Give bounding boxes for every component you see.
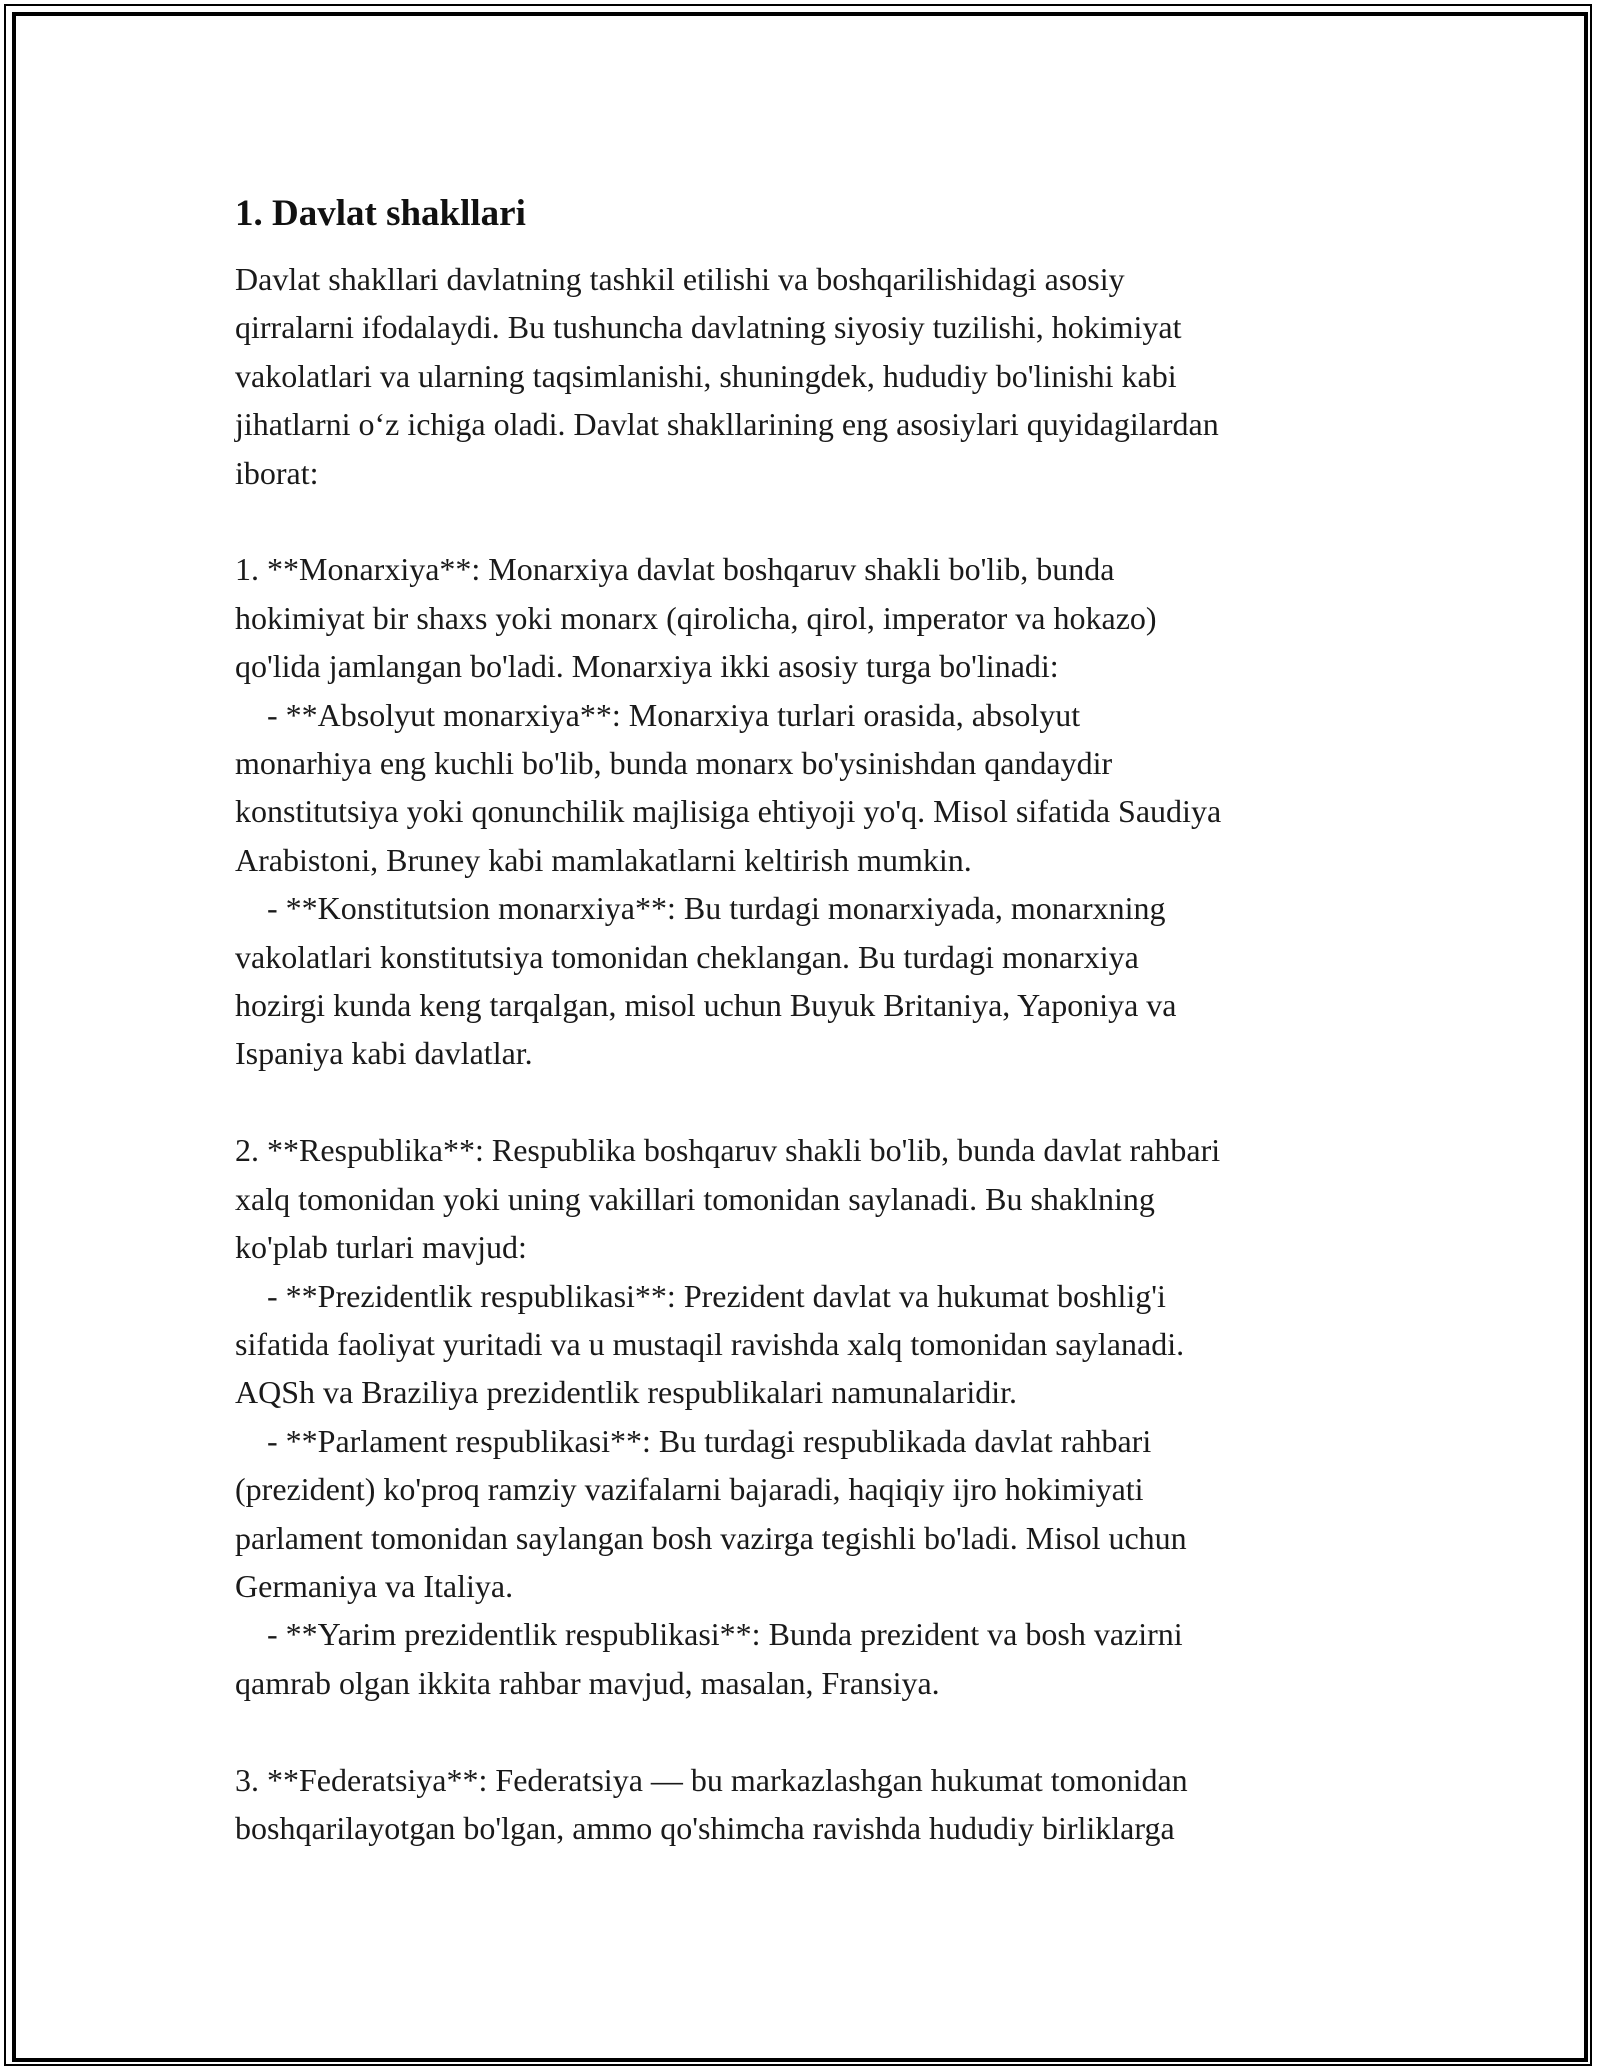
text-line: - **Prezidentlik respublikasi**: Prezident davlat va hukumat boshlig'i (235, 1277, 1166, 1314)
text-line: ko'plab turlari mavjud: (235, 1229, 527, 1266)
section-heading: 1. Davlat shakllari (235, 193, 526, 234)
text-line: konstitutsiya yoki qonunchilik majlisiga ehtiyoji yo'q. Misol sifatida Saudiya (235, 793, 1222, 830)
text-line: sifatida faoliyat yuritadi va u mustaqil ravishda xalq tomonidan saylanadi. (235, 1325, 1185, 1362)
blank-line (235, 1707, 1375, 1755)
text-line: Ispaniya kabi davlatlar. (235, 1035, 533, 1072)
text-line: qo'lida jamlangan bo'ladi. Monarxiya ikki asosiy turga bo'linadi: (235, 648, 1059, 685)
document-body (235, 186, 1375, 1852)
text-line: Arabistoni, Bruney kabi mamlakatlarni keltirish mumkin. (235, 841, 972, 878)
blank-line (235, 1078, 1375, 1126)
text-line: jihatlarni o‘z ichiga oladi. Davlat shakllarining eng asosiylari quyidagilardan (235, 406, 1219, 443)
text-line: vakolatlari va ularning taqsimlanishi, shuningdek, hududiy bo'linishi kabi (235, 357, 1177, 394)
text-line: qirralarni ifodalaydi. Bu tushuncha davlatning siyosiy tuzilishi, hokimiyat (235, 309, 1182, 346)
blank-line (235, 497, 1375, 545)
text-line: - **Parlament respublikasi**: Bu turdagi respublikada davlat rahbari (235, 1422, 1152, 1459)
text-line: AQSh va Braziliya prezidentlik respublikalari namunalaridir. (235, 1374, 1017, 1411)
text-line: vakolatlari konstitutsiya tomonidan cheklangan. Bu turdagi monarxiya (235, 938, 1139, 975)
text-line: hokimiyat bir shaxs yoki monarx (qirolicha, qirol, imperator va hokazo) (235, 599, 1157, 636)
text-line: hozirgi kunda keng tarqalgan, misol uchun Buyuk Britaniya, Yaponiya va (235, 987, 1177, 1024)
text-line: - **Yarim prezidentlik respublikasi**: Bunda prezident va bosh vazirni (235, 1616, 1183, 1653)
body-text (235, 255, 1375, 1852)
text-line: Davlat shakllari davlatning tashkil etilishi va boshqarilishidagi asosiy (235, 261, 1125, 297)
text-line: (prezident) ko'proq ramziy vazifalarni bajaradi, haqiqiy ijro hokimiyati (235, 1471, 1144, 1508)
text-line: Germaniya va Italiya. (235, 1567, 514, 1604)
text-line: 1. **Monarxiya**: Monarxiya davlat boshqaruv shakli bo'lib, bunda (235, 551, 1115, 588)
text-line: parlament tomonidan saylangan bosh vazirga tegishli bo'ladi. Misol uchun (235, 1519, 1187, 1556)
text-line: - **Konstitutsion monarxiya**: Bu turdagi monarxiyada, monarxning (235, 890, 1166, 927)
text-line: xalq tomonidan yoki uning vakillari tomonidan saylanadi. Bu shaklning (235, 1180, 1155, 1217)
text-line: - **Absolyut monarxiya**: Monarxiya turlari orasida, absolyut (235, 696, 1081, 733)
text-line: 2. **Respublika**: Respublika boshqaruv shakli bo'lib, bunda davlat rahbari (235, 1132, 1221, 1169)
text-line: monarhiya eng kuchli bo'lib, bunda monarx bo'ysinishdan qandaydir (235, 745, 1113, 782)
text-line: boshqarilayotgan bo'lgan, ammo qo'shimcha ravishda hududiy birliklarga (235, 1809, 1175, 1846)
text-line: qamrab olgan ikkita rahbar mavjud, masalan, Fransiya. (235, 1664, 940, 1701)
text-line: iborat: (235, 454, 319, 491)
text-line: 3. **Federatsiya**: Federatsiya — bu markazlashgan hukumat tomonidan (235, 1761, 1188, 1798)
